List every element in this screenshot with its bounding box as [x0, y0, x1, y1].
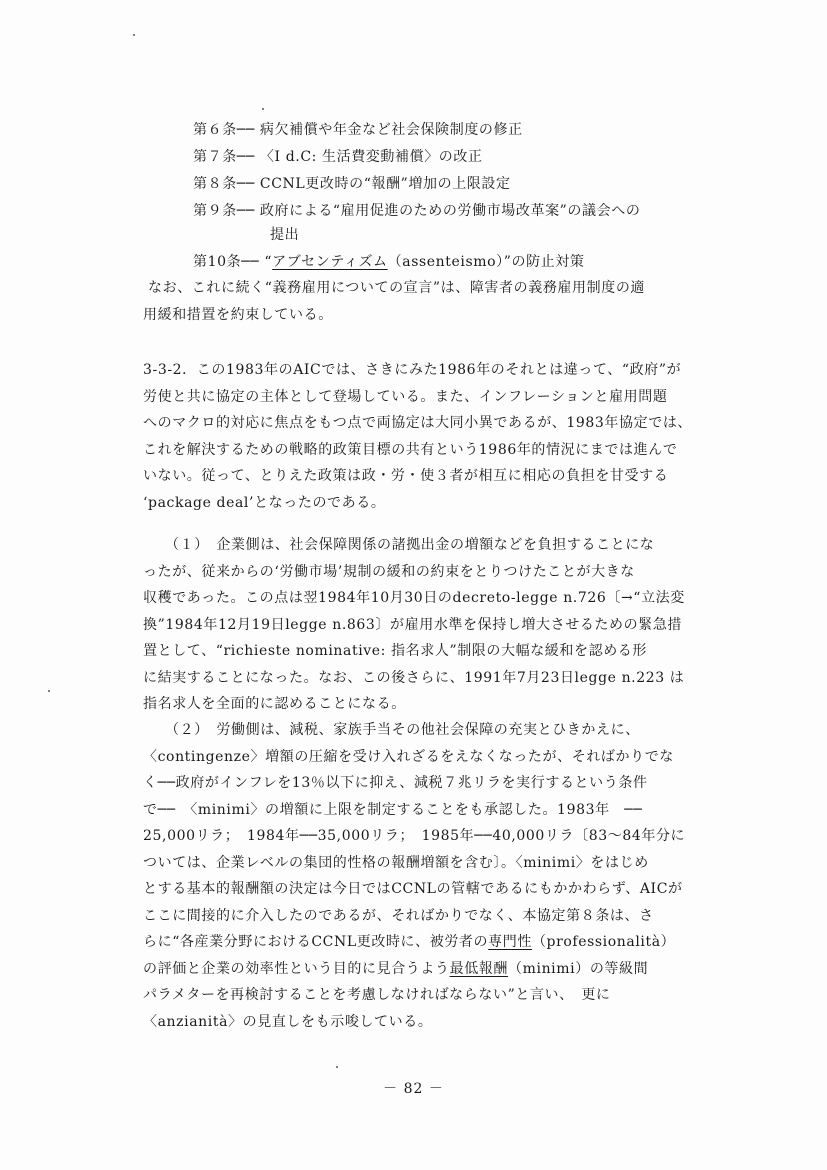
paragraph-line: の評価と企業の効率性という目的に見合うよう最低報酬（minimi）の等級間	[143, 961, 649, 977]
paragraph-line: 収穫であった。この点は翌1984年10月30日のdecreto-legge n.726〔→“立法変	[143, 590, 685, 606]
article-9-continued	[270, 225, 299, 245]
article-label: 第６条──	[193, 122, 255, 138]
underlined-term: 最低報酬	[449, 961, 509, 977]
paragraph-line: 用緩和措置を約束している。	[143, 307, 333, 323]
article-text: （assenteismo）”の防止対策	[387, 254, 585, 270]
paragraph-line: 労使と共に協定の主体として登場している。また、インフレーションと雇用問題	[143, 389, 668, 405]
article-7	[193, 147, 483, 167]
article-text: 政府による“雇用促進のための労働市場改革案”の議会への	[259, 203, 641, 219]
article-text-underlined: アブセンティズム	[272, 254, 388, 270]
paragraph-line: とする基本的報酬額の決定は今日ではCCNLの管轄であるにもかかわらず、AICが	[143, 881, 683, 897]
paragraph-line: ‘package deal’となったのである。	[143, 495, 386, 511]
paragraph-line: 25,000リラ； 1984年──35,000リラ； 1985年──40,000リラ〔83〜84年分に	[143, 828, 686, 844]
paragraph-line: （１） 企業側は、社会保障関係の諸拠出金の増額などを負担することにな	[165, 537, 655, 553]
article-label: 第７条──	[193, 149, 255, 165]
paragraph-line: く──政府がインフレを13％以下に抑え、減税７兆リラを実行するという条件	[143, 775, 648, 791]
paragraph-line: 3-3-2．この1983年のAICでは、さきにみた1986年のそれとは違って、“政府”が	[143, 362, 682, 378]
paragraph-line: へのマクロ的対応に焦点をもつ点で両協定は大同小異であるが、1983年協定では、	[143, 415, 693, 431]
article-text: 〈I d.C: 生活費変動補償〉の改正	[259, 149, 483, 165]
paragraph-line: パラメターを再検討することを考慮しなければならない”と言い、 更に	[143, 987, 611, 1003]
paragraph-line: いない。従って、とりえた政策は政・労・使３者が相互に相応の負担を甘受する	[143, 468, 669, 484]
paragraph-line: らに“各産業分野におけるCCNL更改時に、被労者の専門性（professionalità）	[143, 934, 676, 950]
paragraph-line: なお、これに続く“義務雇用についての宣言”は、障害者の義務雇用制度の適	[148, 280, 646, 296]
scan-speck	[48, 690, 50, 692]
paragraph-line: に結実することになった。なお、この後さらに、1991年7月23日legge n.223 は	[143, 670, 685, 686]
article-10: 第10条── “アブセンティズム（assenteismo）”の防止対策	[193, 254, 585, 270]
scan-speck	[262, 108, 264, 110]
page-number: － 82 －	[383, 1081, 444, 1097]
underlined-term: 専門性	[488, 934, 532, 950]
article-6	[193, 120, 523, 140]
paragraph-line: ったが、従来からの‘労働市場’規制の緩和の約束をとりつけたことが大きな	[143, 564, 635, 580]
article-9	[193, 201, 640, 221]
article-text: 病欠補償や年金など社会保険制度の修正	[259, 122, 523, 138]
scan-speck	[336, 1066, 338, 1068]
paragraph-line: で── 〈minimi〉の増額に上限を制定することをも承認した。1983年 ──	[143, 802, 643, 818]
article-label: 第10条──	[193, 254, 260, 270]
paragraph-line: 〈contingenze〉増額の圧縮を受け入れざるをえなくなったが、そればかりでな	[143, 749, 674, 765]
paragraph-line: （２） 労働側は、減税、家族手当その他社会保障の充実とひきかえに、	[165, 722, 640, 738]
paragraph-line: ついては、企業レベルの集団的性格の報酬増額を含む〕。〈minimi〉をはじめ	[143, 855, 649, 871]
paragraph-line: 〈anzianità〉の見直しをも示唆している。	[143, 1014, 433, 1030]
article-text: CCNL更改時の“報酬”増加の上限設定	[259, 176, 511, 192]
article-text: 提出	[270, 227, 300, 243]
paragraph-line: 指名求人を全面的に認めることになる。	[143, 696, 406, 712]
article-8	[193, 174, 511, 194]
paragraph-line: 換”1984年12月19日legge n.863〕が雇用水準を保持し増大させるための緊急措	[143, 617, 683, 633]
paragraph-line: ここに間接的に介入したのであるが、そればかりでなく、本協定第８条は、さ	[143, 908, 654, 924]
article-label: 第８条──	[193, 176, 255, 192]
scan-speck	[133, 34, 135, 36]
article-label: 第９条──	[193, 203, 255, 219]
paragraph-line: これを解決するための戦略的政策目標の共有という1986年的情況にまでは進んで	[143, 442, 678, 458]
paragraph-line: 置として、“richieste nominative: 指名求人”制限の大幅な緩和を認める形	[143, 643, 647, 659]
